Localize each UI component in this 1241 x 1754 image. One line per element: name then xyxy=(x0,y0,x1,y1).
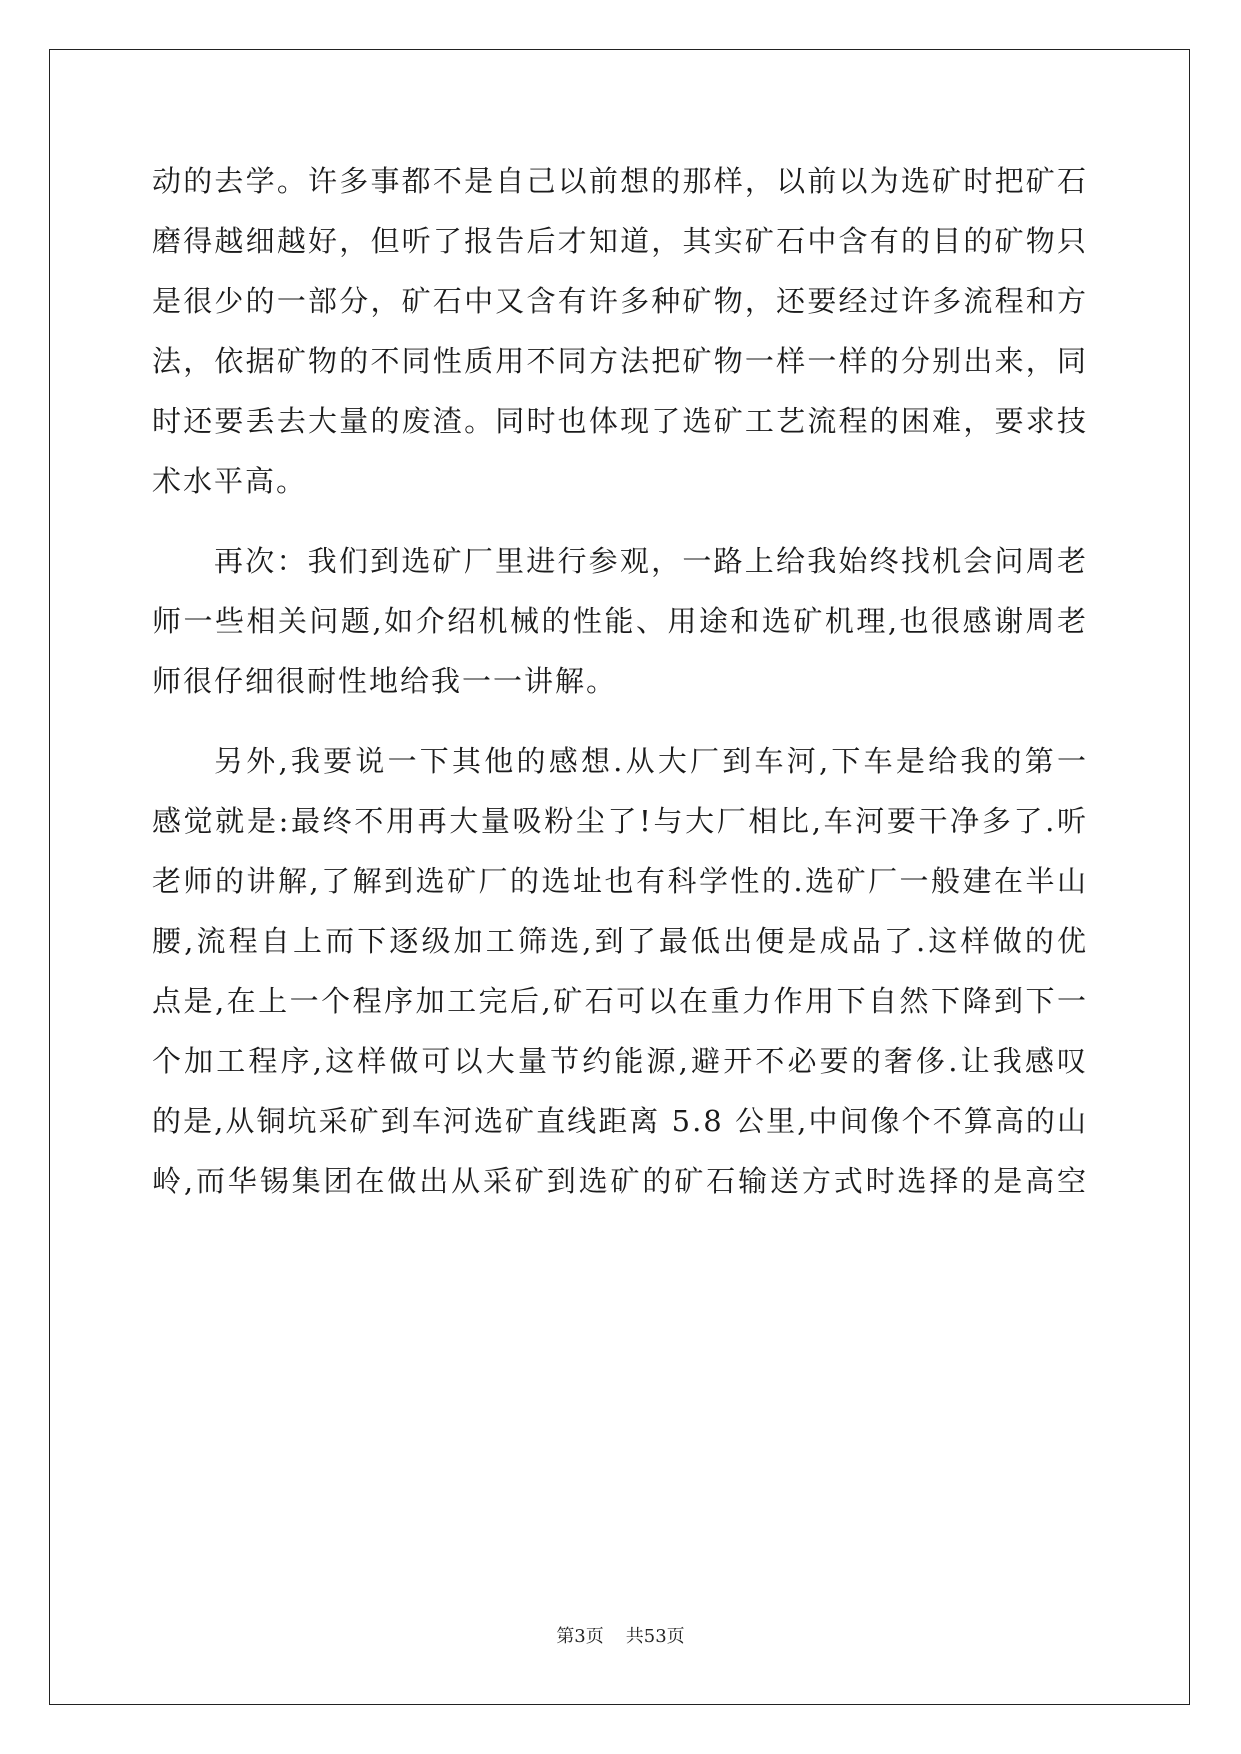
text-line: 再次：我们到选矿厂里进行参观，一路上给我始终找机会问周老 xyxy=(214,544,1088,578)
text-line: 法，依据矿物的不同性质用不同方法把矿物一样一样的分别出来，同 xyxy=(152,344,1088,378)
page-number: 第3页 xyxy=(556,1626,604,1647)
text-line: 腰,流程自上而下逐级加工筛选,到了最低出便是成品了.这样做的优 xyxy=(152,924,1088,958)
page-total: 共53页 xyxy=(625,1626,685,1647)
paragraph-2 xyxy=(152,531,1088,711)
text-line: 师一些相关问题,如介绍机械的性能、用途和选矿机理,也很感谢周老 xyxy=(152,604,1088,638)
text-line: 老师的讲解,了解到选矿厂的选址也有科学性的.选矿厂一般建在半山 xyxy=(152,864,1088,898)
text-line: 点是,在上一个程序加工完后,矿石可以在重力作用下自然下降到下一 xyxy=(152,984,1088,1018)
text-line: 动的去学。许多事都不是自己以前想的那样，以前以为选矿时把矿石 xyxy=(152,164,1088,198)
text-line: 师很仔细很耐性地给我一一讲解。 xyxy=(152,664,618,698)
document-body xyxy=(152,151,1088,1231)
text-line: 的是,从铜坑采矿到车河选矿直线距离 5.8 公里,中间像个不算高的山 xyxy=(152,1104,1088,1138)
text-line: 磨得越细越好，但听了报告后才知道，其实矿石中含有的目的矿物只 xyxy=(152,224,1088,258)
text-line: 时还要丢去大量的废渣。同时也体现了选矿工艺流程的困难，要求技 xyxy=(152,404,1088,438)
text-line: 术水平高。 xyxy=(152,464,308,498)
paragraph-1 xyxy=(152,151,1088,511)
text-line: 个加工程序,这样做可以大量节约能源,避开不必要的奢侈.让我感叹 xyxy=(152,1044,1088,1078)
text-line: 感觉就是:最终不用再大量吸粉尘了!与大厂相比,车河要干净多了.听 xyxy=(152,804,1088,838)
text-line: 是很少的一部分，矿石中又含有许多种矿物，还要经过许多流程和方 xyxy=(152,284,1088,318)
page-footer xyxy=(0,1622,1241,1648)
paragraph-3 xyxy=(152,731,1088,1211)
text-line: 岭,而华锡集团在做出从采矿到选矿的矿石输送方式时选择的是高空 xyxy=(152,1164,1088,1198)
text-line: 另外,我要说一下其他的感想.从大厂到车河,下车是给我的第一 xyxy=(214,744,1088,778)
